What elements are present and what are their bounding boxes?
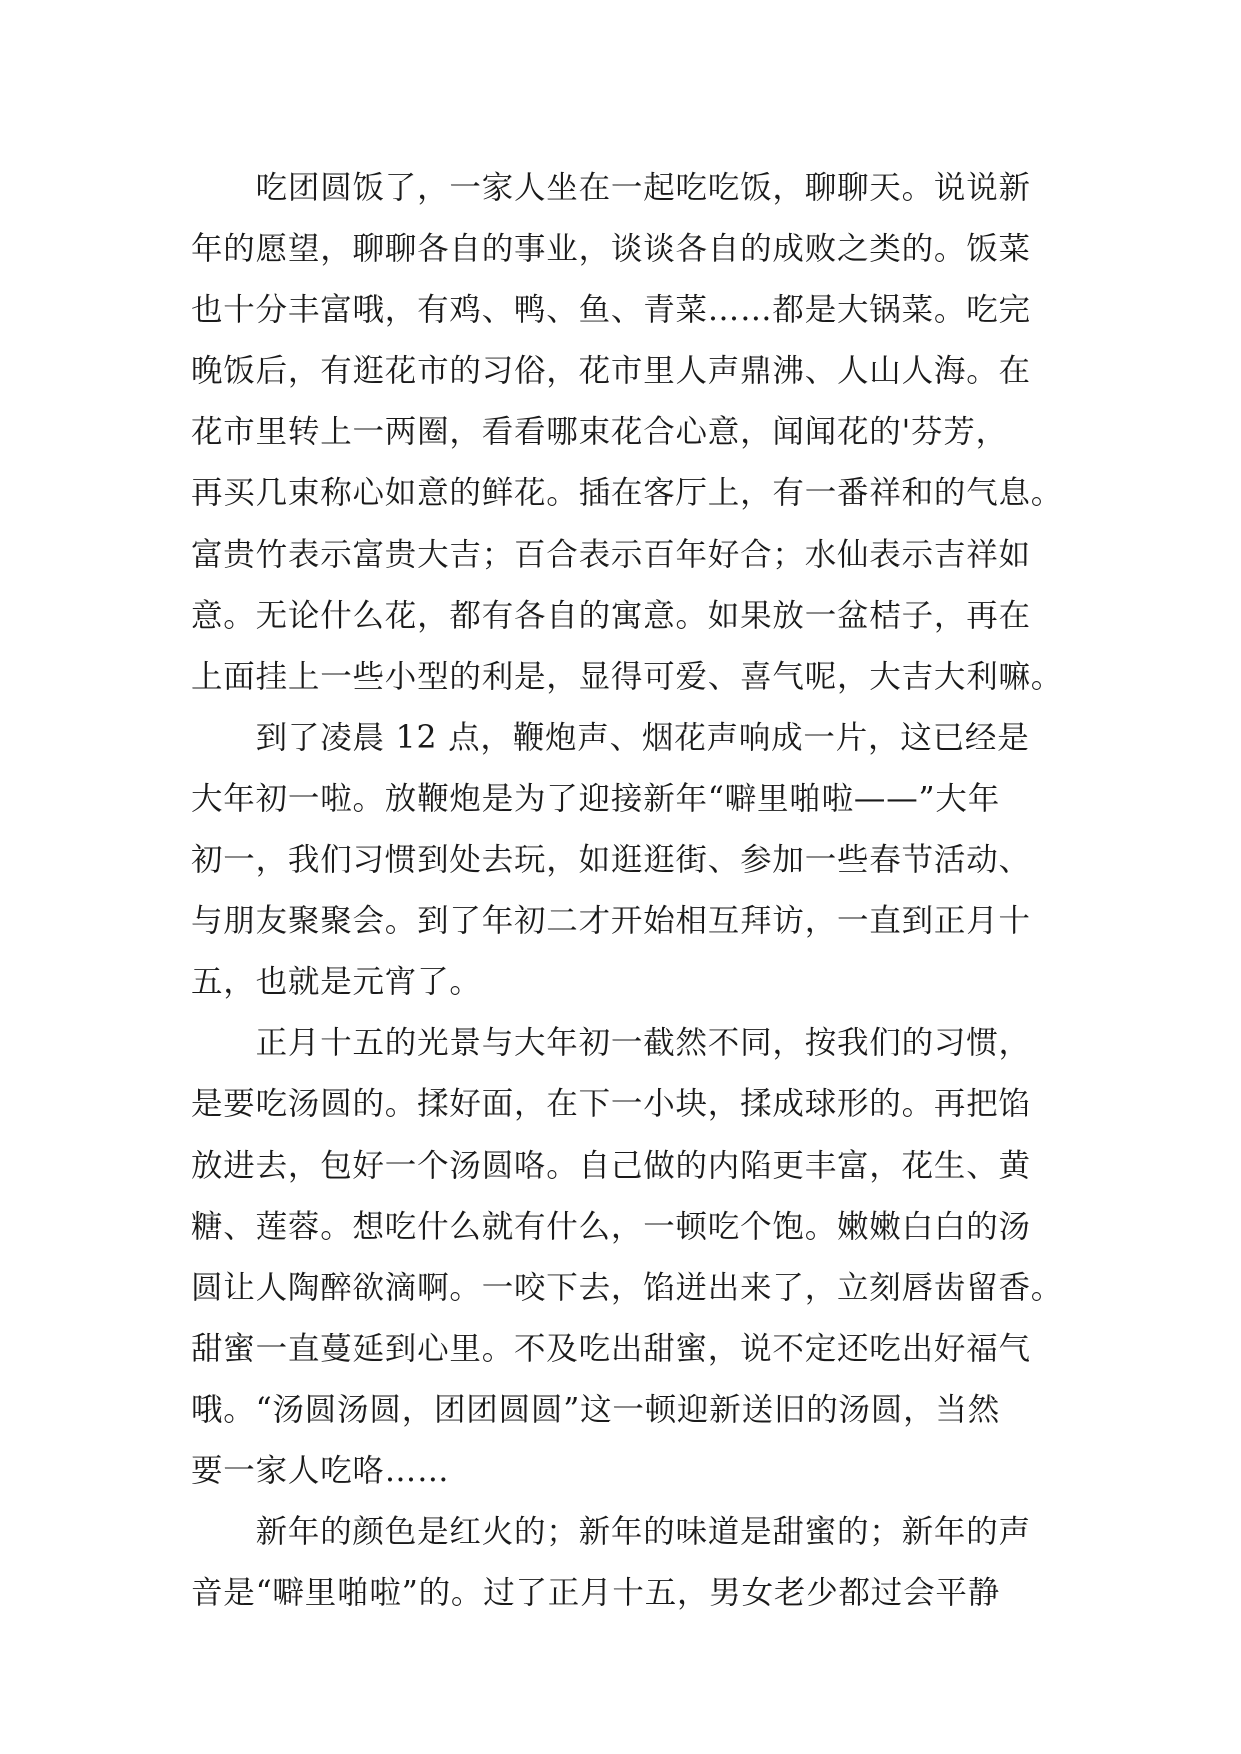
text-line: 再买几束称心如意的鲜花。插在客厅上，有一番祥和的气息。 [191,475,1064,512]
text-line: 甜蜜一直蔓延到心里。不及吃出甜蜜，说不定还吃出好福气 [191,1330,1031,1367]
text-line: 富贵竹表示富贵大吉；百合表示百年好合；水仙表示吉祥如 [191,536,1031,573]
text-line: 哦。“汤圆汤圆，团团圆圆”这一顿迎新送旧的汤圆，当然 [191,1391,1001,1428]
text-line: 五，也就是元宵了。 [191,964,482,1001]
text-line: 音是“噼里啪啦”的。过了正月十五，男女老少都过会平静 [191,1575,1001,1612]
body-text [191,158,1064,1624]
text-line: 吃团圆饭了，一家人坐在一起吃吃饭，聊聊天。说说新 [191,170,1031,206]
text-line: 花市里转上一两圈，看看哪束花合心意，闻闻花的'芬芳， [191,414,1008,451]
text-line: 初一，我们习惯到处去玩，如逛逛街、参加一些春节活动、 [191,842,1031,879]
text-line: 圆让人陶醉欲滴啊。一咬下去，馅迸出来了，立刻唇齿留香。 [191,1269,1064,1306]
text-line: 意。无论什么花，都有各自的寓意。如果放一盆桔子，再在 [191,597,1031,634]
text-line: 糖、莲蓉。想吃什么就有什么，一顿吃个饱。嫩嫩白白的汤 [191,1208,1031,1245]
text-line: 也十分丰富哦，有鸡、鸭、鱼、青菜……都是大锅菜。吃完 [191,292,1031,329]
text-line: 新年的颜色是红火的；新年的味道是甜蜜的；新年的声 [191,1514,1031,1551]
text-line: 放进去，包好一个汤圆咯。自己做的内陷更丰富，花生、黄 [191,1147,1031,1184]
text-line: 上面挂上一些小型的利是，显得可爱、喜气呢，大吉大利嘛。 [191,658,1064,695]
text-line: 与朋友聚聚会。到了年初二才开始相互拜访，一直到正月十 [191,903,1031,940]
text-line: 是要吃汤圆的。揉好面，在下一小块，揉成球形的。再把馅 [191,1086,1031,1123]
text-line: 大年初一啦。放鞭炮是为了迎接新年“噼里啪啦——”大年 [191,780,1001,817]
text-line: 要一家人吃咯…… [191,1452,450,1489]
text-line: 年的愿望，聊聊各自的事业，谈谈各自的成败之类的。饭菜 [191,231,1031,268]
text-line: 晚饭后，有逛花市的习俗，花市里人声鼎沸、人山人海。在 [191,353,1031,390]
text-line: 正月十五的光景与大年初一截然不同，按我们的习惯， [191,1025,1031,1062]
text-line: 到了凌晨 12 点，鞭炮声、烟花声响成一片，这已经是 [191,719,1030,756]
